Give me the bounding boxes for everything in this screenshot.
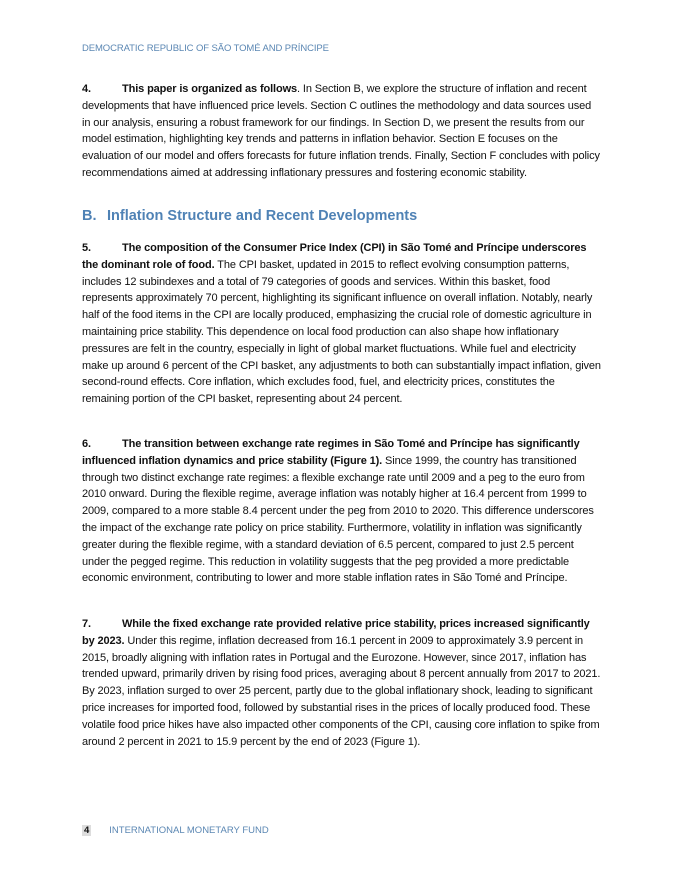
paragraph-number: 4. bbox=[82, 83, 91, 95]
section-letter: B. bbox=[82, 208, 97, 224]
paragraph-number: 6. bbox=[82, 438, 91, 450]
page-footer bbox=[82, 825, 269, 836]
paragraph-lead: The transition between exchange rate regimes in São Tomé and Príncipe has significantly influenced inflation dynamics and price stability (Figure 1). bbox=[82, 438, 580, 467]
paragraph-number: 5. bbox=[82, 242, 91, 254]
paragraph-body: The CPI basket, updated in 2015 to reflect evolving consumption patterns, includes 12 subindexes and a total of 79 categories of goods and services. Within this basket, food represents approximately 70 percent, highlighting its significant influence on overall inflation. Notably, nearly half of the food items in the CPI are locally produced, emphasizing the crucial role of domestic agriculture in maintaining price stability. This dependence on local food production can also shape how inflationary pressures are felt in the country, especially in light of global market fluctuations. While fuel and electricity make up around 6 percent of the CPI basket, any adjustments to both can substantially impact inflation, given second-round effects. Core inflation, which excludes food, fuel, and electricity prices, constitutes the remaining portion of the CPI basket, representing about 24 percent. bbox=[82, 258, 601, 406]
running-head: DEMOCRATIC REPUBLIC OF SÃO TOMÉ AND PRÍNCIPE bbox=[82, 43, 329, 54]
paragraph-number: 7. bbox=[82, 618, 91, 630]
paragraph-7 bbox=[82, 616, 602, 750]
footer-text: INTERNATIONAL MONETARY FUND bbox=[109, 825, 269, 836]
paragraph-6 bbox=[82, 436, 602, 587]
page-number: 4 bbox=[84, 825, 90, 836]
paragraph-lead: The composition of the Consumer Price Index (CPI) in São Tomé and Príncipe underscores the dominant role of food. bbox=[82, 242, 587, 271]
paragraph-lead: While the fixed exchange rate provided relative price stability, prices increased significantly by 2023. bbox=[82, 618, 590, 647]
paragraph-4 bbox=[82, 81, 602, 182]
paragraph-body: . In Section B, we explore the structure of inflation and recent developments that have influenced price levels. Section C outlines the methodology and data sources used in our analysis, ensuring a robust framework for our findings. In Section D, we present the results from our model estimation, highlighting key trends and patterns in inflation behavior. Section E focuses on the evaluation of our model and offers forecasts for future inflation trends. Finally, Section F concludes with policy recommendations aimed at addressing inflationary pressures and fostering economic stability. bbox=[82, 83, 600, 179]
paragraph-5 bbox=[82, 240, 602, 408]
section-title: Inflation Structure and Recent Developments bbox=[107, 208, 418, 224]
paragraph-body: Since 1999, the country has transitioned through two distinct exchange rate regimes: a flexible exchange rate until 2009 and a peg to the euro from 2010 onward. During the flexible regime, average inflation was notably higher at 16.4 percent from 1999 to 2009, compared to a more stable 8.4 percent under the peg from 2010 to 2020. This difference underscores the impact of the exchange rate policy on price stability. Furthermore, volatility in inflation was significantly greater during the flexible regime, with a standard deviation of 6.5 percent, compared to just 2.5 percent under the pegged regime. This reduction in volatility suggests that the peg provided a more predictable economic environment, contributing to lower and more stable inflation rates in São Tomé and Príncipe. bbox=[82, 454, 594, 585]
section-heading bbox=[82, 208, 417, 224]
paragraph-lead: This paper is organized as follows bbox=[122, 83, 298, 95]
paragraph-body: Under this regime, inflation decreased from 16.1 percent in 2009 to approximately 3.9 percent in 2015, broadly aligning with inflation rates in Portugal and the Eurozone. However, since 2017, inflation has trended upward, primarily driven by rising food prices, averaging about 8 percent annually from 2017 to 2021. By 2023, inflation surged to over 25 percent, partly due to the global inflationary shock, leading to significant price increases for imported food, followed by substantial rises in the prices of locally produced food. These volatile food price hikes have also impacted other components of the CPI, causing core inflation to spike from around 2 percent in 2021 to 15.9 percent by the end of 2023 (Figure 1). bbox=[82, 634, 601, 748]
